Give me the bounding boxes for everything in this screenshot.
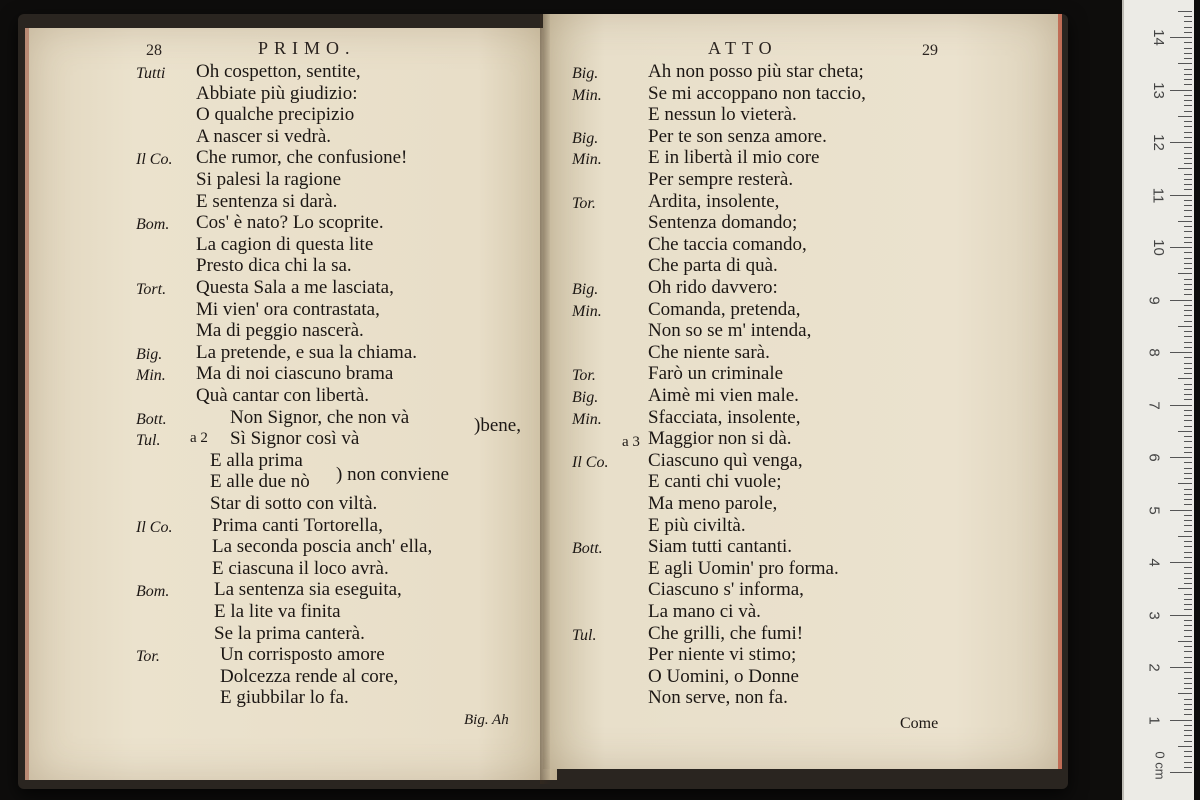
verse-line: Che grilli, che fumi! bbox=[648, 622, 804, 644]
ruler-tick bbox=[1184, 216, 1192, 217]
verse-line: Ma meno parole, bbox=[648, 493, 778, 514]
speaker-label: Tul. bbox=[136, 432, 161, 450]
ruler-tick bbox=[1170, 510, 1192, 511]
verse-line: Dolcezza rende al core, bbox=[220, 665, 399, 687]
verse-line: La seconda poscia anch' ella, bbox=[212, 536, 433, 558]
ruler-tick bbox=[1170, 615, 1192, 616]
verse-line: Che rumor, che confusione! bbox=[196, 147, 408, 169]
ruler-tick bbox=[1184, 699, 1192, 700]
ruler-tick bbox=[1184, 725, 1192, 726]
ruler-tick bbox=[1184, 363, 1192, 364]
ruler-tick bbox=[1184, 756, 1192, 757]
verse-line: Prima canti Tortorella, bbox=[212, 514, 383, 536]
right-running-head: ATTO bbox=[708, 38, 778, 58]
ruler-tick bbox=[1178, 273, 1192, 274]
ruler-tick bbox=[1184, 683, 1192, 684]
speaker-label: Il Co. bbox=[572, 453, 609, 471]
ruler-tick bbox=[1184, 132, 1192, 133]
ruler-tick bbox=[1170, 667, 1192, 668]
ruler-tick bbox=[1184, 567, 1192, 568]
ruler-tick bbox=[1184, 342, 1192, 343]
ruler-number: 12 bbox=[1149, 134, 1167, 151]
ruler-tick bbox=[1184, 111, 1192, 112]
ruler-tick bbox=[1170, 562, 1192, 563]
verse-line: Ardita, insolente, bbox=[648, 190, 780, 212]
ruler-tick bbox=[1184, 205, 1192, 206]
left-catchword: Big. Ah bbox=[464, 712, 509, 728]
ruler-tick bbox=[1184, 16, 1192, 17]
verse-line: E ciascuna il loco avrà. bbox=[212, 557, 389, 579]
ruler-tick bbox=[1170, 90, 1192, 91]
ruler-tick bbox=[1184, 163, 1192, 164]
verse-line: Sì Signor così và bbox=[230, 428, 360, 450]
speaker-label: Big. bbox=[572, 65, 599, 82]
ruler-tick bbox=[1184, 179, 1192, 180]
a3-mark: a 3 bbox=[622, 434, 640, 450]
left-page-number: 28 bbox=[146, 42, 162, 59]
ruler-tick bbox=[1178, 116, 1192, 117]
verse-line: Maggior non si dà. bbox=[648, 428, 792, 450]
ruler-tick bbox=[1184, 604, 1192, 605]
verse-line: Se mi accoppano non taccio, bbox=[648, 82, 866, 104]
ruler-tick bbox=[1170, 720, 1192, 721]
ruler-number: 9 bbox=[1145, 295, 1163, 305]
ruler-tick bbox=[1170, 247, 1192, 248]
ruler-tick bbox=[1184, 515, 1192, 516]
ruler-number: 7 bbox=[1145, 400, 1163, 410]
a2-mark: a 2 bbox=[190, 430, 208, 446]
ruler-tick bbox=[1184, 53, 1192, 54]
verse-line: A nascer si vedrà. bbox=[196, 125, 332, 147]
ruler-tick bbox=[1178, 536, 1192, 537]
ruler-number: 8 bbox=[1145, 348, 1163, 357]
ruler-tick bbox=[1184, 294, 1192, 295]
ruler-tick bbox=[1184, 714, 1192, 715]
verse-line: Mi vien' ora contrastata, bbox=[196, 298, 380, 320]
ruler-tick bbox=[1184, 315, 1192, 316]
ruler-tick bbox=[1184, 741, 1192, 742]
verse-line: Aimè mi vien male. bbox=[648, 385, 799, 406]
verse-line: Siam tutti cantanti. bbox=[648, 536, 793, 558]
verse-line: Non Signor, che non và bbox=[230, 406, 410, 428]
ruler-tick bbox=[1184, 263, 1192, 264]
ruler-tick bbox=[1178, 588, 1192, 589]
right-catchword: Come bbox=[900, 715, 939, 732]
speaker-label: Min. bbox=[572, 410, 602, 428]
verse-line: Si palesi la ragione bbox=[196, 169, 342, 190]
ruler-tick bbox=[1178, 63, 1192, 64]
verse-line: Un corrisposto amore bbox=[220, 644, 385, 666]
ruler-tick bbox=[1184, 657, 1192, 658]
ruler-tick bbox=[1184, 310, 1192, 311]
ruler-tick bbox=[1178, 221, 1192, 222]
speaker-label: Big. bbox=[136, 345, 163, 363]
ruler-tick bbox=[1184, 226, 1192, 227]
ruler-number: 3 bbox=[1145, 610, 1163, 620]
verse-line: Ma di peggio nascerà. bbox=[196, 320, 364, 342]
verse-line: Ciascuno quì venga, bbox=[648, 449, 803, 471]
verse-line: Sentenza domando; bbox=[648, 212, 798, 234]
verse-line: E canti chi vuole; bbox=[648, 471, 782, 493]
ruler-tick bbox=[1184, 730, 1192, 731]
ruler-tick bbox=[1184, 468, 1192, 469]
speaker-label: Min. bbox=[572, 86, 602, 104]
ruler-tick bbox=[1184, 494, 1192, 495]
right-page-number: 29 bbox=[922, 42, 938, 59]
ruler-tick bbox=[1184, 578, 1192, 579]
ruler-tick bbox=[1184, 279, 1192, 280]
ruler-tick bbox=[1178, 11, 1192, 12]
verse-line: La cagion di questa lite bbox=[196, 233, 374, 255]
speaker-label: Min. bbox=[136, 367, 166, 385]
ruler-tick bbox=[1184, 27, 1192, 28]
verse-line: Oh cospetton, sentite, bbox=[196, 61, 361, 82]
ruler-tick bbox=[1184, 546, 1192, 547]
ruler-tick bbox=[1184, 678, 1192, 679]
verse-line: Ciascuno s' informa, bbox=[648, 579, 804, 601]
verse-line: Non so se m' intenda, bbox=[648, 320, 812, 342]
ruler-tick bbox=[1184, 531, 1192, 532]
verse-line: Abbiate più giudizio: bbox=[196, 82, 358, 104]
verse-line: Sfacciata, insolente, bbox=[648, 406, 801, 428]
verse-line: E alle due nò bbox=[210, 471, 310, 493]
speaker-label: Bott. bbox=[572, 540, 603, 558]
speaker-label: Il Co. bbox=[136, 518, 173, 536]
ruler-tick bbox=[1184, 499, 1192, 500]
speaker-label: Min. bbox=[572, 151, 602, 169]
ruler-tick bbox=[1184, 336, 1192, 337]
ruler-tick bbox=[1184, 478, 1192, 479]
ruler-tick bbox=[1178, 641, 1192, 642]
left-running-head: PRIMO. bbox=[258, 38, 356, 58]
verse-line: Che niente sarà. bbox=[648, 341, 770, 363]
ruler-tick bbox=[1184, 410, 1192, 411]
ruler-tick bbox=[1184, 147, 1192, 148]
ruler-tick bbox=[1184, 321, 1192, 322]
ruler-tick bbox=[1184, 100, 1192, 101]
verse-line: La sentenza sia eseguita, bbox=[214, 579, 402, 601]
ruler-tick bbox=[1184, 231, 1192, 232]
verse-line: La pretende, e sua la chiama. bbox=[196, 341, 418, 363]
ruler-tick bbox=[1184, 305, 1192, 306]
speaker-label: Bott. bbox=[136, 410, 167, 428]
ruler-tick bbox=[1184, 594, 1192, 595]
ruler-tick bbox=[1184, 21, 1192, 22]
ruler-tick bbox=[1184, 373, 1192, 374]
ruler-tick bbox=[1184, 525, 1192, 526]
ruler-tick bbox=[1170, 300, 1192, 301]
ruler-tick bbox=[1178, 168, 1192, 169]
ruler-tick bbox=[1170, 142, 1192, 143]
ruler-tick bbox=[1184, 184, 1192, 185]
ruler-tick bbox=[1184, 42, 1192, 43]
speaker-label: Big. bbox=[572, 281, 599, 298]
verse-line: Oh rido davvero: bbox=[648, 277, 778, 298]
verse-line: Star di sotto con viltà. bbox=[210, 493, 378, 514]
ruler-tick bbox=[1184, 200, 1192, 201]
ruler-tick bbox=[1184, 452, 1192, 453]
ruler-tick bbox=[1184, 704, 1192, 705]
ruler-tick bbox=[1184, 58, 1192, 59]
verse-line: Che parta di quà. bbox=[648, 255, 778, 277]
speaker-label: Tor. bbox=[136, 648, 160, 666]
verse-line: Che taccia comando, bbox=[648, 233, 807, 255]
ruler-tick bbox=[1184, 762, 1192, 763]
ruler-number: 5 bbox=[1145, 505, 1163, 515]
speaker-label: Bom. bbox=[136, 583, 170, 601]
speaker-label: Tul. bbox=[572, 626, 597, 644]
verse-line: E giubbilar lo fa. bbox=[220, 687, 349, 709]
ruler-tick bbox=[1184, 662, 1192, 663]
ruler-tick bbox=[1184, 541, 1192, 542]
verse-line: Comanda, pretenda, bbox=[648, 298, 801, 320]
ruler-tick bbox=[1184, 284, 1192, 285]
ruler-tick bbox=[1184, 573, 1192, 574]
ruler-tick bbox=[1170, 405, 1192, 406]
ruler-tick bbox=[1184, 751, 1192, 752]
verse-line: O Uomini, o Donne bbox=[648, 665, 799, 687]
ruler-tick bbox=[1184, 258, 1192, 259]
ruler-tick bbox=[1184, 767, 1192, 768]
ruler-tick bbox=[1184, 95, 1192, 96]
verse-line: E più civiltà. bbox=[648, 514, 746, 536]
ruler-tick bbox=[1184, 599, 1192, 600]
ruler-tick bbox=[1184, 436, 1192, 437]
brace-conviene: ) non conviene bbox=[336, 464, 449, 485]
ruler-tick bbox=[1184, 189, 1192, 190]
ruler-tick bbox=[1184, 137, 1192, 138]
ruler-tick bbox=[1184, 583, 1192, 584]
ruler-tick bbox=[1170, 195, 1192, 196]
verse-line: E agli Uomin' pro forma. bbox=[648, 557, 839, 579]
ruler-tick bbox=[1184, 447, 1192, 448]
ruler-tick bbox=[1184, 426, 1192, 427]
ruler-tick bbox=[1184, 389, 1192, 390]
ruler-tick bbox=[1184, 74, 1192, 75]
ruler-tick bbox=[1184, 557, 1192, 558]
ruler-tick bbox=[1184, 210, 1192, 211]
verse-line: Per te son senza amore. bbox=[648, 125, 827, 147]
ruler-tick bbox=[1184, 331, 1192, 332]
ruler-number: 6 bbox=[1145, 453, 1163, 462]
ruler-tick bbox=[1184, 441, 1192, 442]
ruler-tick bbox=[1184, 105, 1192, 106]
verse-line: Per niente vi stimo; bbox=[648, 644, 797, 666]
verse-line: Quà cantar con libertà. bbox=[196, 385, 370, 406]
ruler-tick bbox=[1184, 126, 1192, 127]
verse-line: Ma di noi ciascuno brama bbox=[196, 363, 394, 385]
speaker-label: Tor. bbox=[572, 367, 596, 385]
ruler-tick bbox=[1184, 672, 1192, 673]
ruler-tick bbox=[1178, 693, 1192, 694]
verse-line: E nessun lo vieterà. bbox=[648, 104, 797, 126]
ruler-tick bbox=[1184, 368, 1192, 369]
ruler-tick bbox=[1184, 347, 1192, 348]
verse-line: La mano ci và. bbox=[648, 601, 761, 622]
ruler-tick bbox=[1178, 746, 1192, 747]
verse-line: Ah non posso più star cheta; bbox=[648, 61, 864, 82]
speaker-label: Big. bbox=[572, 389, 599, 406]
verse-line: Farò un criminale bbox=[648, 363, 784, 385]
ruler-tick bbox=[1184, 394, 1192, 395]
brace-bene: )bene, bbox=[474, 415, 521, 436]
verse-line: Cos' è nato? Lo scoprite. bbox=[196, 212, 384, 234]
ruler-number: 4 bbox=[1145, 558, 1163, 567]
ruler-tick bbox=[1184, 84, 1192, 85]
speaker-label: Min. bbox=[572, 302, 602, 320]
ruler-tick bbox=[1170, 457, 1192, 458]
ruler-tick bbox=[1184, 121, 1192, 122]
ruler-tick bbox=[1184, 709, 1192, 710]
verse-line: E sentenza si darà. bbox=[196, 190, 338, 212]
ruler-tick bbox=[1184, 69, 1192, 70]
ruler-tick bbox=[1184, 237, 1192, 238]
ruler-tick bbox=[1184, 32, 1192, 33]
ruler-tick bbox=[1184, 646, 1192, 647]
ruler-tick bbox=[1184, 735, 1192, 736]
ruler-tick bbox=[1184, 153, 1192, 154]
ruler-tick bbox=[1184, 462, 1192, 463]
ruler-tick bbox=[1184, 552, 1192, 553]
ruler-tick bbox=[1184, 79, 1192, 80]
verse-line: Non serve, non fa. bbox=[648, 687, 788, 709]
ruler-tick bbox=[1184, 520, 1192, 521]
ruler-tick bbox=[1184, 268, 1192, 269]
ruler-tick bbox=[1184, 636, 1192, 637]
ruler-tick bbox=[1184, 625, 1192, 626]
ruler-tick bbox=[1184, 158, 1192, 159]
verse-line: E alla prima bbox=[210, 449, 303, 471]
ruler-tick bbox=[1178, 483, 1192, 484]
ruler-number: 11 bbox=[1149, 187, 1167, 203]
ruler-number: 14 bbox=[1149, 29, 1167, 46]
ruler-tick bbox=[1178, 326, 1192, 327]
ruler-tick bbox=[1184, 48, 1192, 49]
measuring-ruler bbox=[1122, 0, 1194, 800]
ruler-number: 13 bbox=[1149, 81, 1167, 99]
ruler-tick bbox=[1184, 420, 1192, 421]
ruler-tick bbox=[1170, 37, 1192, 38]
speaker-label: Big. bbox=[572, 129, 599, 147]
ruler-tick bbox=[1184, 489, 1192, 490]
book-gutter bbox=[540, 14, 550, 784]
ruler-tick bbox=[1184, 357, 1192, 358]
ruler-tick bbox=[1184, 242, 1192, 243]
ruler-tick bbox=[1184, 504, 1192, 505]
verse-line: Se la prima canterà. bbox=[214, 622, 365, 644]
ruler-unit-label: 0 cm bbox=[1152, 751, 1168, 780]
ruler-tick bbox=[1184, 384, 1192, 385]
ruler-tick bbox=[1178, 378, 1192, 379]
ruler-tick bbox=[1184, 399, 1192, 400]
verse-line: Presto dica chi la sa. bbox=[196, 255, 352, 277]
ruler-tick bbox=[1184, 252, 1192, 253]
speaker-label: Il Co. bbox=[136, 151, 173, 169]
ruler-tick bbox=[1184, 289, 1192, 290]
ruler-tick bbox=[1184, 415, 1192, 416]
verse-line: E la lite va finita bbox=[214, 601, 341, 622]
ruler-number: 2 bbox=[1145, 663, 1163, 672]
ruler-tick bbox=[1184, 609, 1192, 610]
verse-line: Questa Sala a me lasciata, bbox=[196, 277, 394, 298]
verse-line: O qualche precipizio bbox=[196, 104, 355, 126]
speaker-label: Tutti bbox=[136, 65, 166, 82]
ruler-tick bbox=[1178, 431, 1192, 432]
ruler-tick bbox=[1170, 352, 1192, 353]
ruler-tick bbox=[1170, 772, 1192, 773]
ruler-tick bbox=[1184, 651, 1192, 652]
ruler-tick bbox=[1184, 630, 1192, 631]
verse-line: Per sempre resterà. bbox=[648, 169, 794, 190]
speaker-label: Tor. bbox=[572, 194, 596, 212]
ruler-tick bbox=[1184, 473, 1192, 474]
ruler-tick bbox=[1184, 620, 1192, 621]
speaker-label: Bom. bbox=[136, 216, 170, 234]
ruler-tick bbox=[1184, 688, 1192, 689]
ruler-tick bbox=[1184, 174, 1192, 175]
ruler-number: 1 bbox=[1145, 715, 1163, 725]
verse-line: E in libertà il mio core bbox=[648, 147, 820, 169]
ruler-number: 10 bbox=[1149, 239, 1167, 256]
speaker-label: Tort. bbox=[136, 281, 167, 298]
